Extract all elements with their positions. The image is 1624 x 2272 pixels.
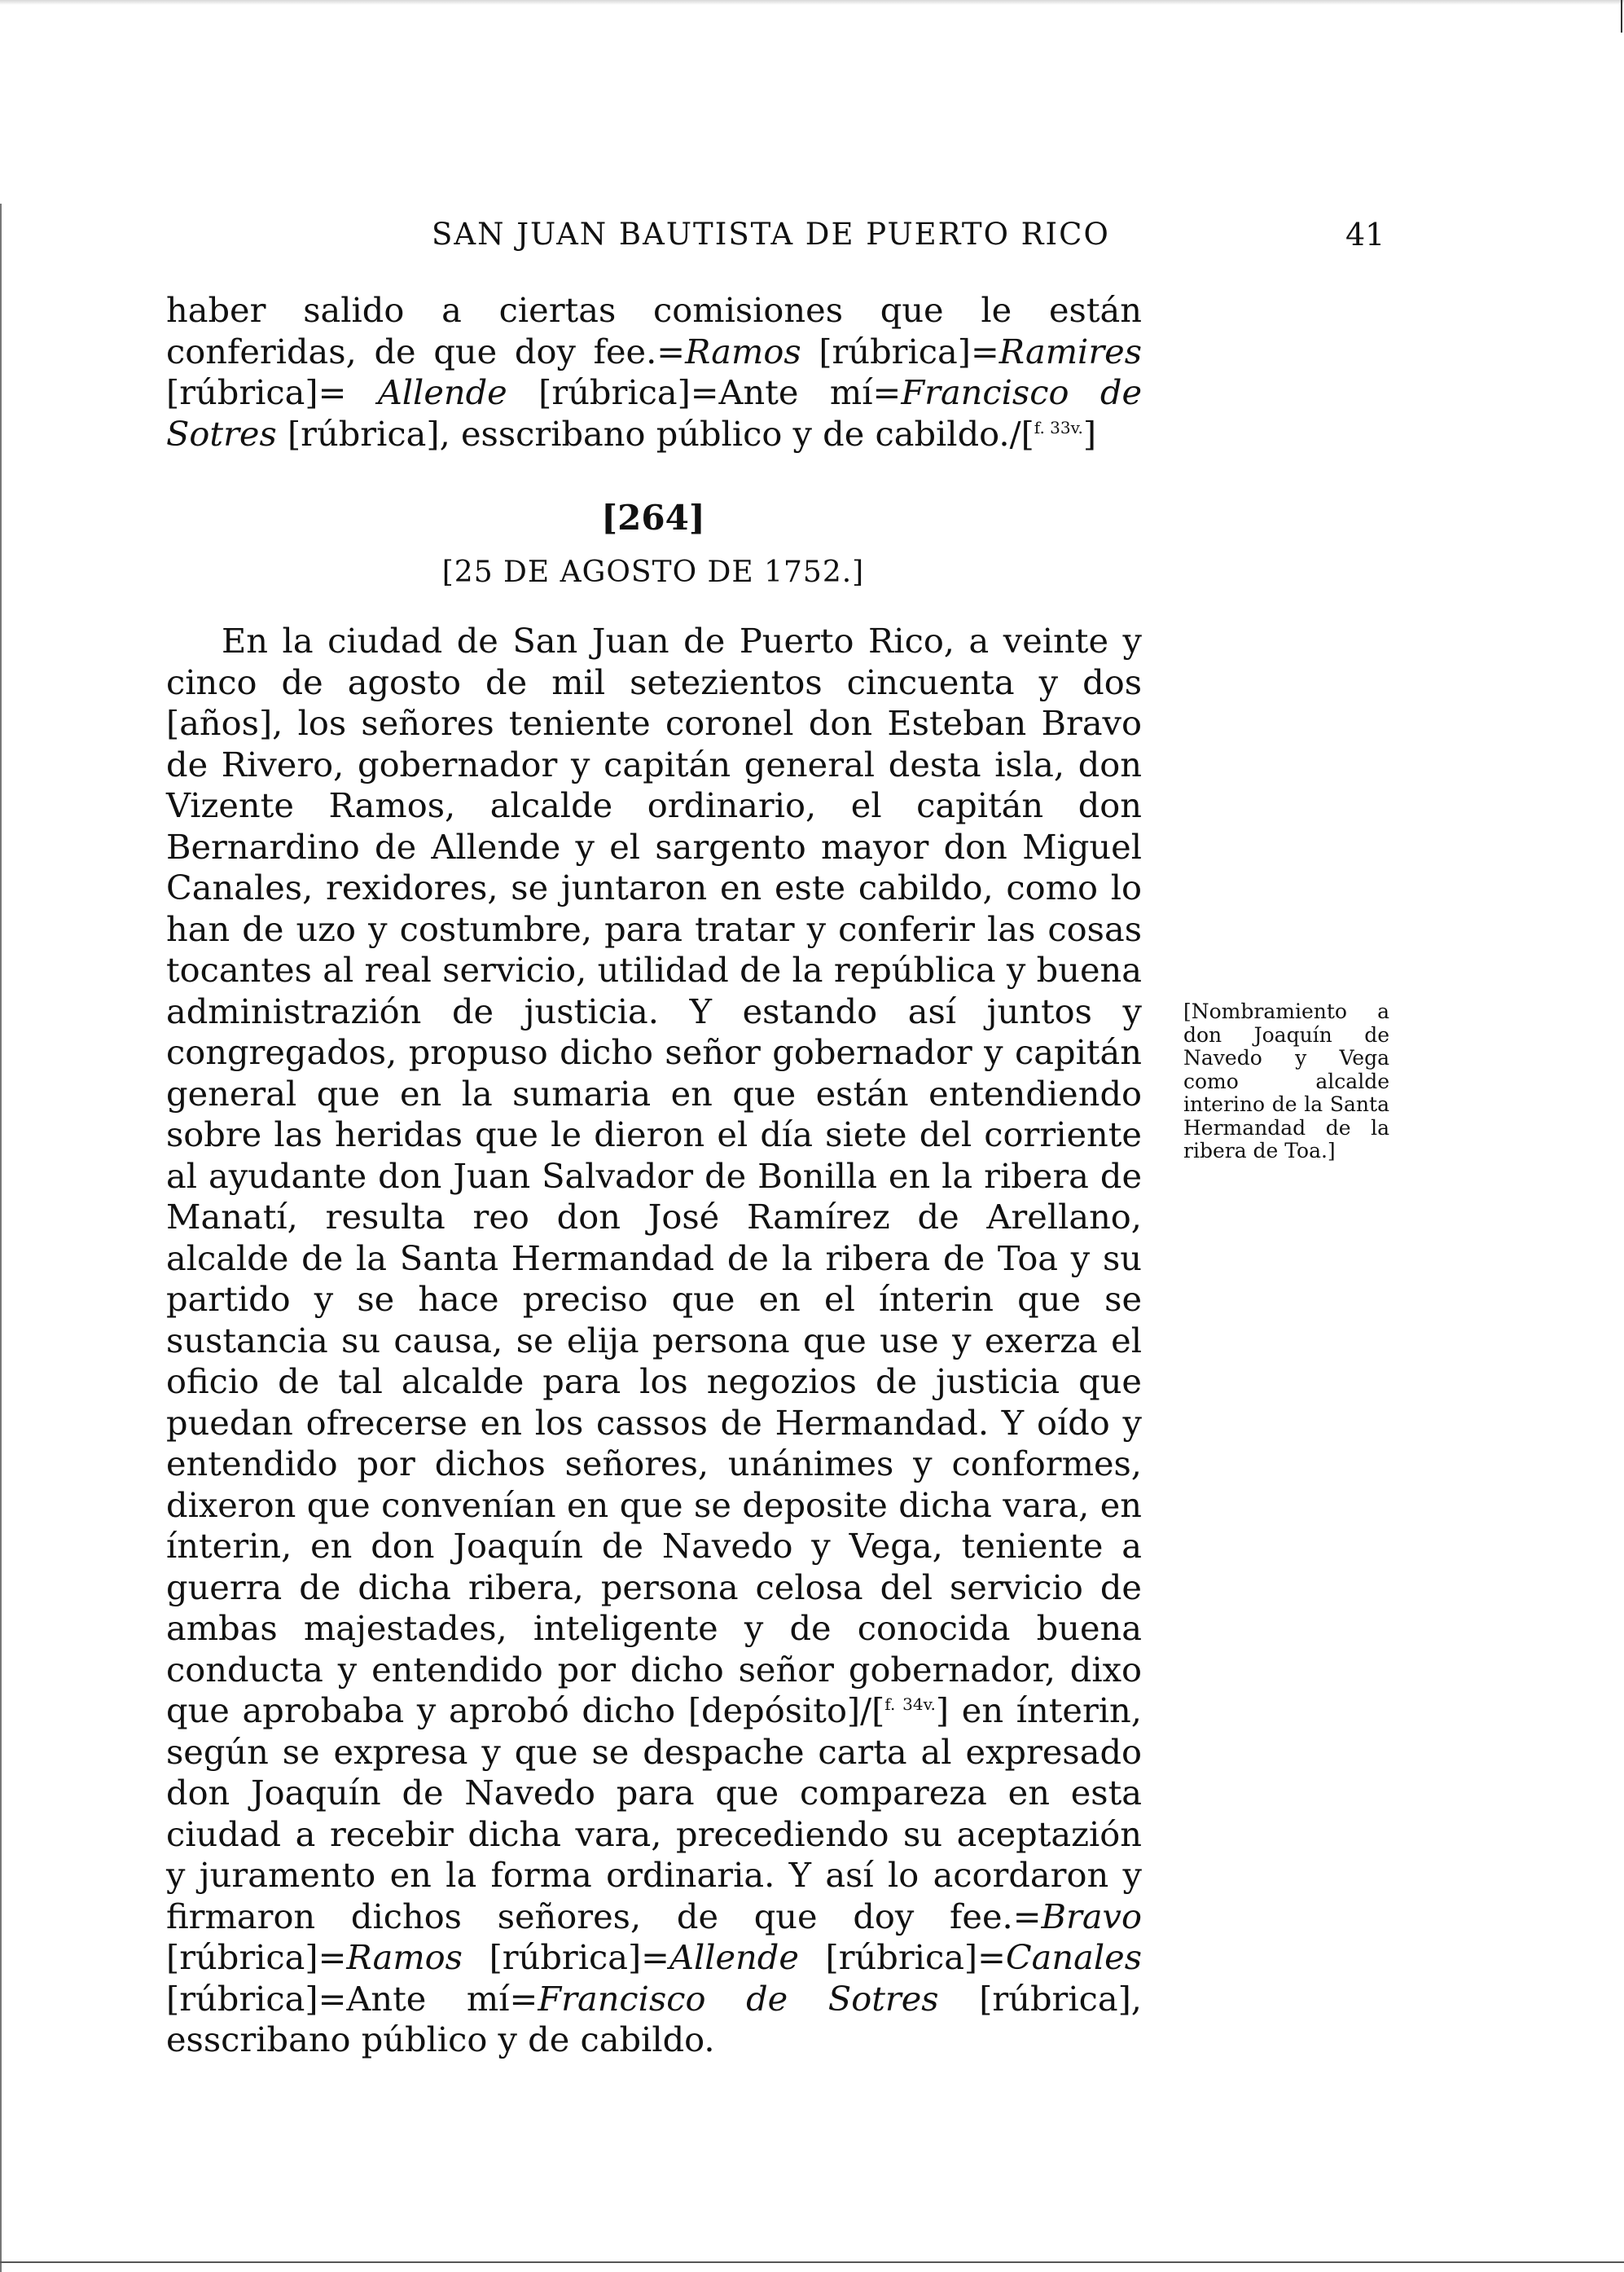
margin-note: [Nombramiento a don Joaquín de Navedo y Vega como alcalde interino de la Santa Hermandad de la ribera de Toa.]	[1183, 1000, 1389, 1162]
p2-text-2: ] en ínterin, según se expresa y que se despache carta al expresado don Joaquín de Navedo para que compareza en esta ciudad a recebir dicha vara, precediendo su aceptazión y juramento en la forma ordinaria. Y así lo acordaron y firmaron dichos señores, de que doy fee.=	[166, 1690, 1142, 1936]
paragraph-1	[166, 290, 1142, 455]
signature-canales: Canales	[1005, 1937, 1143, 1977]
signature-ramires: Ramires	[999, 331, 1143, 371]
page-number: 41	[1345, 217, 1385, 253]
signature-sotres: Francisco de Sotres	[538, 1978, 939, 2019]
running-title: SAN JUAN BAUTISTA DE PUERTO RICO	[432, 217, 1110, 252]
entry-body	[166, 621, 1142, 2061]
p1-text-6: ]	[1082, 413, 1097, 454]
scan-edge-top	[0, 0, 1624, 5]
signature-allende: Allende	[377, 372, 507, 412]
signature-sotres: Francisco de Sotres	[166, 372, 1142, 454]
paragraph-2	[166, 621, 1142, 2061]
p2-text-3: [rúbrica]=	[166, 1937, 347, 1977]
signature-ramos: Ramos	[346, 1937, 463, 1977]
p1-text-5: [rúbrica], esscribano público y de cabildo./[	[276, 413, 1034, 454]
signature-allende: Allende	[669, 1937, 799, 1977]
p1-text-4: [rúbrica]=Ante mí=	[507, 372, 902, 412]
entry-date: [25 DE AGOSTO DE 1752.]	[441, 556, 865, 589]
folio-marker: f. 33v.	[1034, 417, 1083, 437]
p2-text-5: [rúbrica]=	[798, 1937, 1006, 1977]
scan-edge-right	[1621, 0, 1622, 33]
running-head	[0, 210, 1624, 259]
p1-text-2: [rúbrica]=	[801, 331, 999, 371]
entry-number: [264]	[601, 498, 705, 538]
scan-edge-bottom	[0, 2261, 1624, 2263]
paragraph-continuation	[166, 290, 1142, 455]
p1-text-3: [rúbrica]=	[166, 372, 378, 412]
signature-ramos: Ramos	[685, 331, 801, 371]
p1-text-1: haber salido a ciertas comisiones que le están conferidas, de que doy fee.=	[166, 290, 1142, 371]
folio-marker: f. 34v.	[884, 1694, 936, 1715]
p2-text-1: En la ciudad de San Juan de Puerto Rico, a veinte y cinco de agosto de mil setezientos cincuenta y dos [años], los señores teniente coronel don Esteban Bravo de Rivero, gobernador y capitán general desta isla, don Vizente Ramos, alcalde ordinario, el capitán don Bernardino de Allende y el sargento mayor don Miguel Canales, rexidores, se juntaron en este cabildo, como lo han de uzo y costumbre, para tratar y conferir las cosas tocantes al real servicio, utilidad de la república y buena administrazión de justicia. Y estando así juntos y congregados, propuso dicho señor gobernador y capitán general que en la sumaria en que están entendiendo sobre las heridas que le dieron el día siete del corriente al ayudante don Juan Salvador de Bonilla en la ribera de Manatí, resulta reo don José Ramírez de Arellano, alcalde de la Santa Hermandad de la ribera de Toa y su partido y se hace preciso que en el ínterin que se sustancia su causa, se elija persona que use y exerza el oficio de tal alcalde para los negozios de justicia que puedan ofrecerse en los cassos de Hermandad. Y oído y entendido por dichos señores, unánimes y conformes, dixeron que convenían en que se deposite dicha vara, en ínterin, en don Joaquín de Navedo y Vega, teniente a guerra de dicha ribera, persona celosa del servicio de ambas majestades, inteligente y de conocida buena conducta y entendido por dicho señor gobernador, dixo que aprobaba y aprobó dicho [depósito]/[	[166, 621, 1142, 1730]
p2-text-6: [rúbrica]=Ante mí=	[166, 1978, 538, 2019]
signature-bravo: Bravo	[1041, 1896, 1142, 1936]
p2-text-4: [rúbrica]=	[462, 1937, 669, 1977]
p2-text-7: [rúbrica], esscribano público y de cabildo.	[166, 1978, 1142, 2059]
